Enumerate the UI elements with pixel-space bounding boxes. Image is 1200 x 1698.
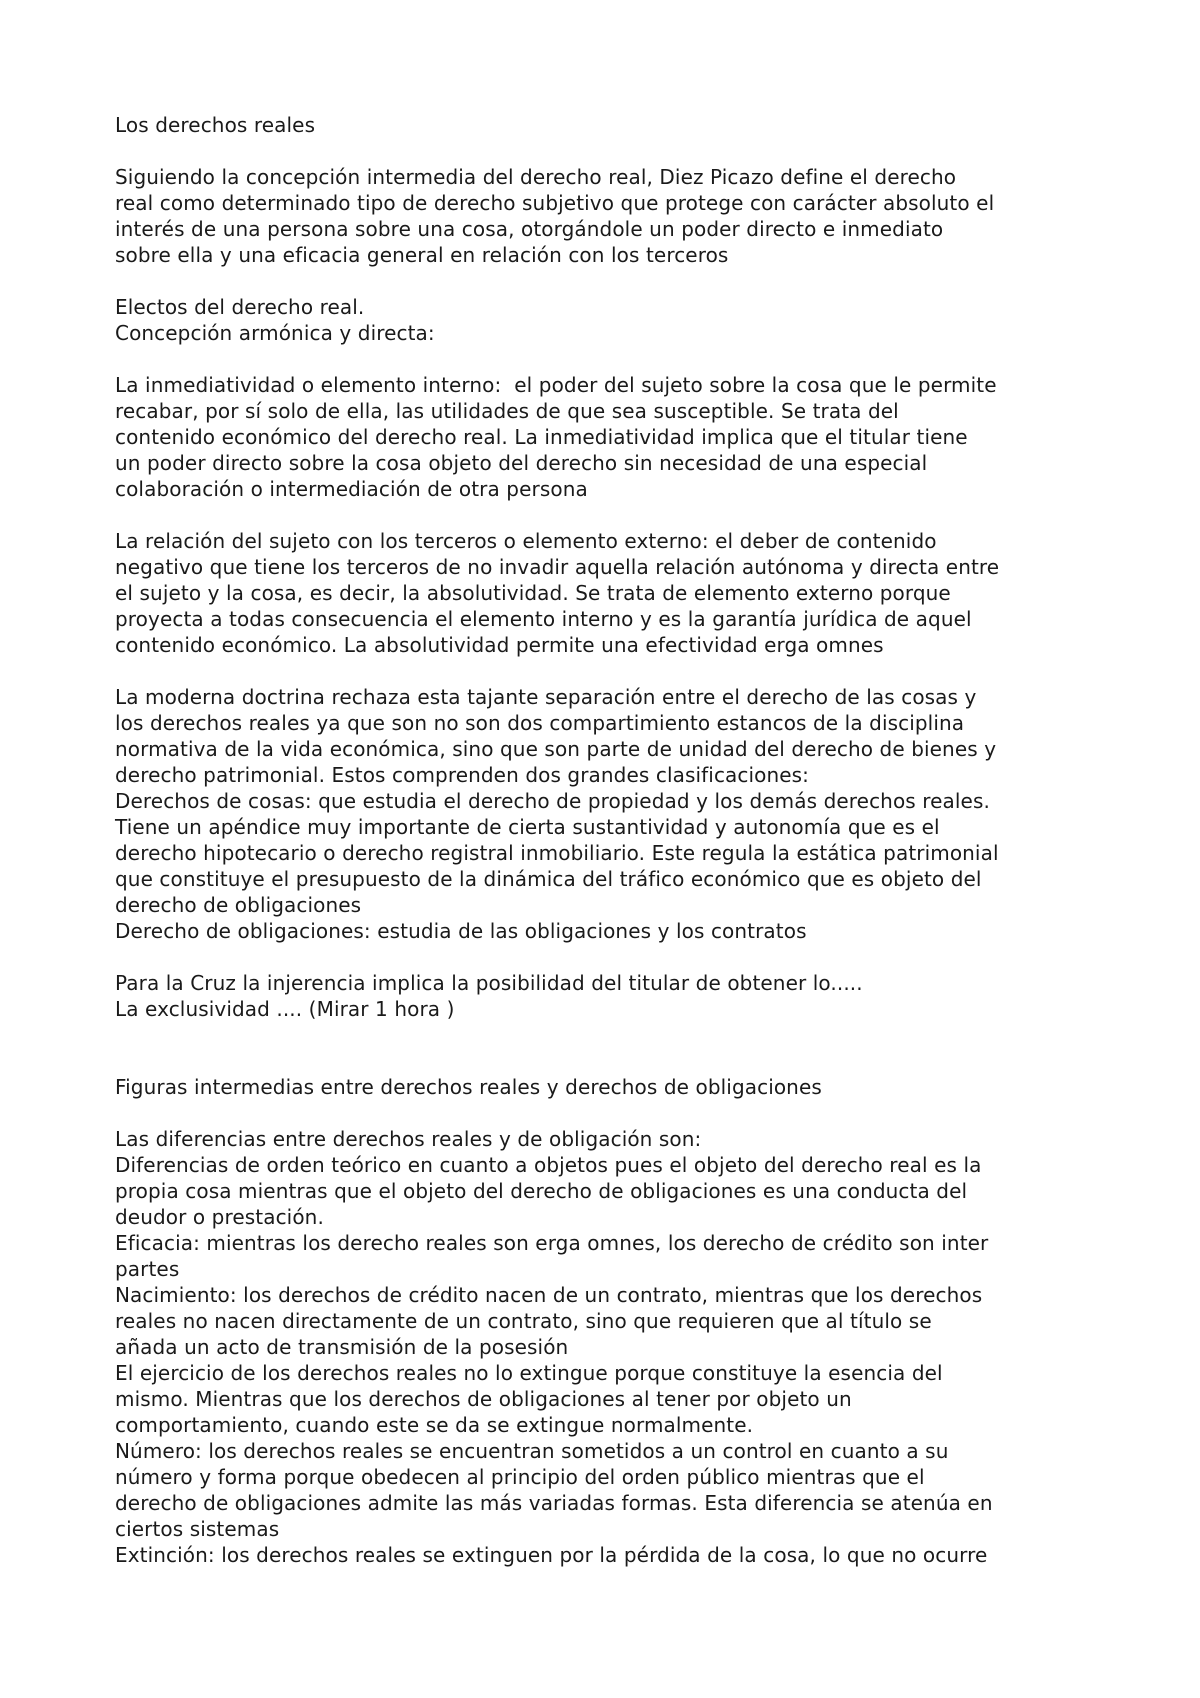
text-line: Tiene un apéndice muy importante de cierta sustantividad y autonomía que es el (115, 815, 940, 839)
text-line: Concepción armónica y directa: (115, 321, 435, 345)
text-line: Nacimiento: los derechos de crédito nacen de un contrato, mientras que los derechos (115, 1283, 983, 1307)
paragraph-modern-doctrine (115, 684, 1125, 944)
text-line: añada un acto de transmisión de la posesión (115, 1335, 569, 1359)
text-line: La exclusividad .... (Mirar 1 hora ) (115, 997, 455, 1021)
text-line: La relación del sujeto con los terceros o elemento externo: el deber de contenido (115, 529, 937, 553)
paragraph-immediacy (115, 372, 1125, 502)
paragraph-external-element (115, 528, 1125, 658)
text-line: proyecta a todas consecuencia el elemento interno y es la garantía jurídica de aquel (115, 607, 972, 631)
text-line: Eficacia: mientras los derecho reales son erga omnes, los derecho de crédito son inter (115, 1231, 989, 1255)
paragraph-la-cruz (115, 970, 1125, 1022)
text-line: Extinción: los derechos reales se extinguen por la pérdida de la cosa, lo que no ocurre (115, 1543, 988, 1567)
text-line: interés de una persona sobre una cosa, otorgándole un poder directo e inmediato (115, 217, 944, 241)
text-line: partes (115, 1257, 180, 1281)
document-body (115, 112, 1125, 1568)
text-line: Derechos de cosas: que estudia el derecho de propiedad y los demás derechos reales. (115, 789, 990, 813)
text-line: contenido económico. La absolutividad permite una efectividad erga omnes (115, 633, 884, 657)
text-line: número y forma porque obedecen al principio del orden público mientras que el (115, 1465, 925, 1489)
text-line: normativa de la vida económica, sino que son parte de unidad del derecho de bienes y (115, 737, 997, 761)
text-line: contenido económico del derecho real. La inmediatividad implica que el titular tiene (115, 425, 968, 449)
paragraph-differences (115, 1126, 1125, 1568)
text-line: El ejercicio de los derechos reales no lo extingue porque constituye la esencia del (115, 1361, 943, 1385)
text-line: derecho hipotecario o derecho registral inmobiliario. Este regula la estática patrimonial (115, 841, 999, 865)
text-line: sobre ella y una eficacia general en relación con los terceros (115, 243, 729, 267)
text-line: Diferencias de orden teórico en cuanto a objetos pues el objeto del derecho real es la (115, 1153, 982, 1177)
text-line: los derechos reales ya que son no son dos compartimiento estancos de la disciplina (115, 711, 965, 735)
text-line: colaboración o intermediación de otra persona (115, 477, 588, 501)
text-line: La inmediatividad o elemento interno: el poder del sujeto sobre la cosa que le permite (115, 373, 997, 397)
text-line: reales no nacen directamente de un contrato, sino que requieren que al título se (115, 1309, 932, 1333)
paragraph-definition (115, 164, 1125, 268)
section-heading: Figuras intermedias entre derechos reales y derechos de obligaciones (115, 1075, 822, 1099)
text-line: mismo. Mientras que los derechos de obligaciones al tener por objeto un (115, 1387, 852, 1411)
text-line: Electos del derecho real. (115, 295, 365, 319)
text-line: Número: los derechos reales se encuentran sometidos a un control en cuanto a su (115, 1439, 949, 1463)
text-line: comportamiento, cuando este se da se extingue normalmente. (115, 1413, 754, 1437)
text-line: propia cosa mientras que el objeto del derecho de obligaciones es una conducta del (115, 1179, 968, 1203)
text-line: un poder directo sobre la cosa objeto del derecho sin necesidad de una especial (115, 451, 928, 475)
document-title: Los derechos reales (115, 113, 316, 137)
text-line: el sujeto y la cosa, es decir, la absolutividad. Se trata de elemento externo porque (115, 581, 951, 605)
text-line: recabar, por sí solo de ella, las utilidades de que sea susceptible. Se trata del (115, 399, 899, 423)
text-line: real como determinado tipo de derecho subjetivo que protege con carácter absoluto el (115, 191, 995, 215)
text-line: que constituye el presupuesto de la dinámica del tráfico económico que es objeto del (115, 867, 982, 891)
text-line: La moderna doctrina rechaza esta tajante separación entre el derecho de las cosas y (115, 685, 977, 709)
text-line: Las diferencias entre derechos reales y de obligación son: (115, 1127, 702, 1151)
text-line: deudor o prestación. (115, 1205, 324, 1229)
text-line: Siguiendo la concepción intermedia del derecho real, Diez Picazo define el derecho (115, 165, 957, 189)
text-line: derecho de obligaciones (115, 893, 362, 917)
text-line: derecho de obligaciones admite las más variadas formas. Esta diferencia se atenúa en (115, 1491, 993, 1515)
text-line: Derecho de obligaciones: estudia de las obligaciones y los contratos (115, 919, 807, 943)
text-line: ciertos sistemas (115, 1517, 280, 1541)
text-line: negativo que tiene los terceros de no invadir aquella relación autónoma y directa entre (115, 555, 1000, 579)
paragraph-effects (115, 294, 1125, 346)
text-line: Para la Cruz la injerencia implica la posibilidad del titular de obtener lo..... (115, 971, 863, 995)
text-line: derecho patrimonial. Estos comprenden dos grandes clasificaciones: (115, 763, 810, 787)
